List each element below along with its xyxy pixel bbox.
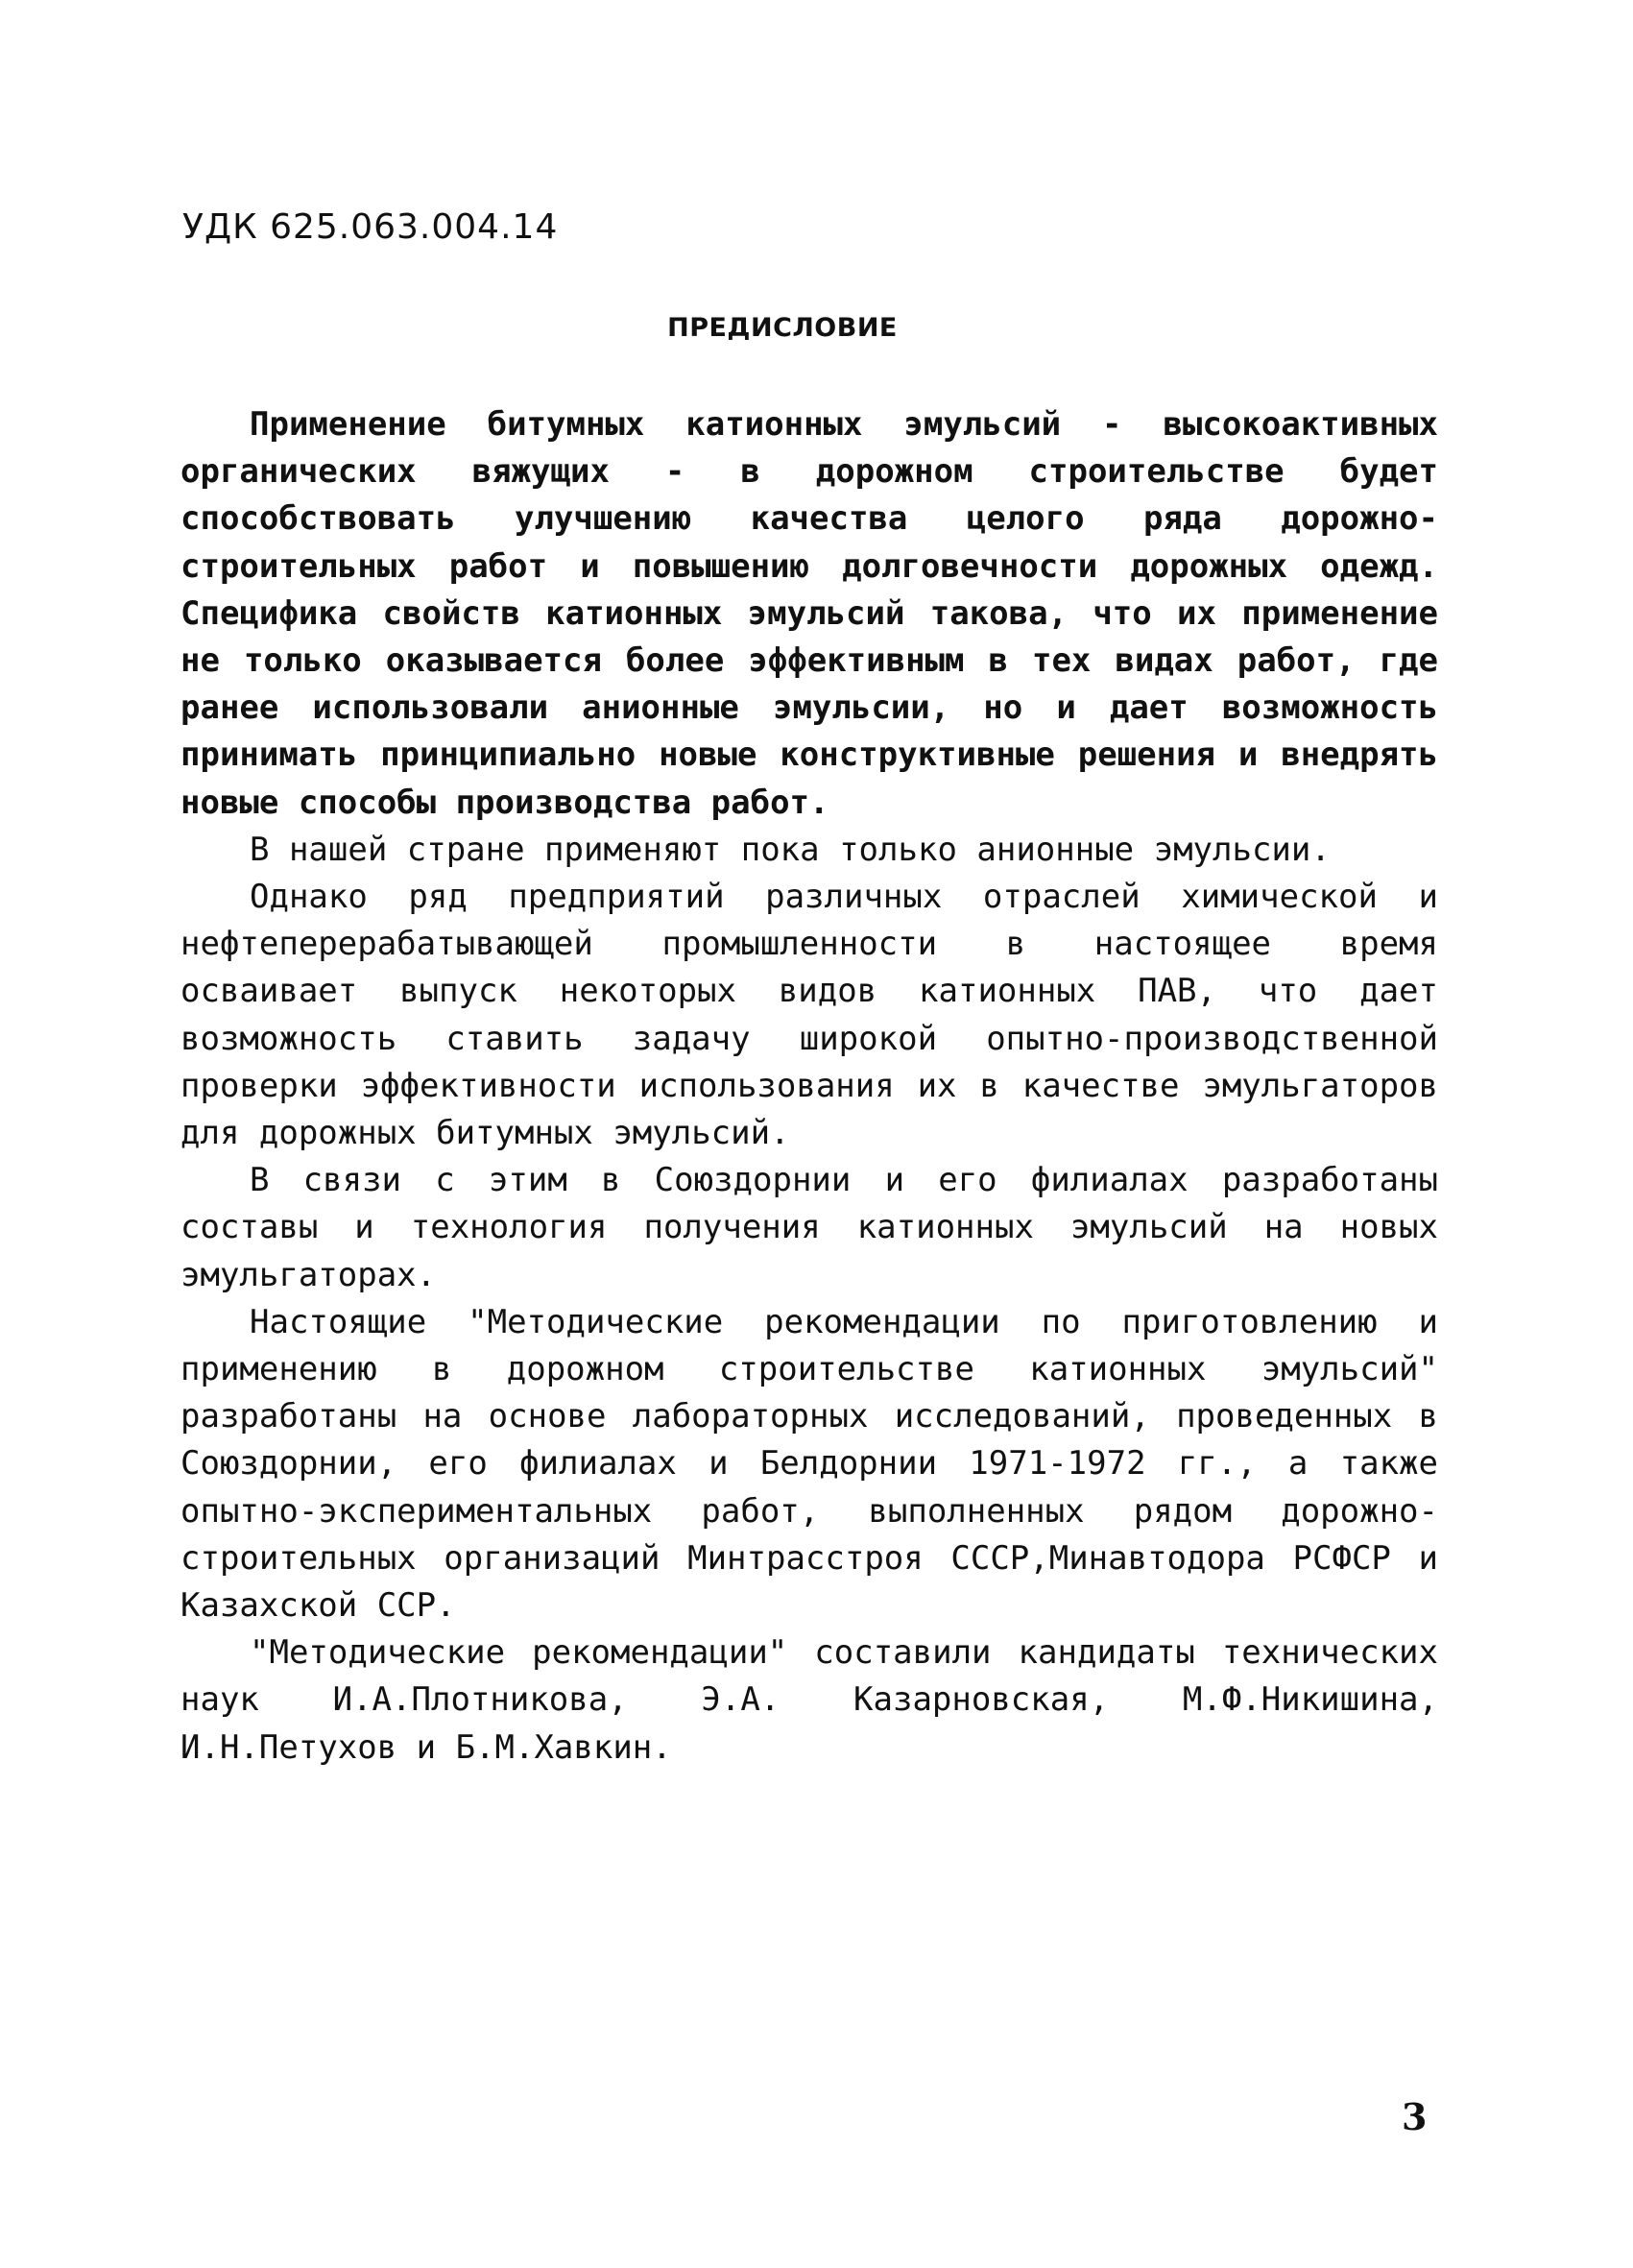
udk-code: УДК 625.063.004.14 <box>182 207 559 247</box>
paragraph-6: "Методические рекомендации" составили кандидаты технических наук И.А.Плотникова, Э.А. Казарновская, М.Ф.Никишина, И.Н.Петухов и Б.М.Хавкин. <box>180 1633 1438 1767</box>
paragraph-1: Применение битумных катионных эмульсий - высокоактивных органических вяжущих - в дорожном строительстве будет способствовать улучшению качества целого ряда дорожно-строительных работ и повышению долговечности дорожных одежд. Специфика свойств катионных эмульсий такова, что их применение не только оказывается более эффективным в тех видах работ, где ранее использовали анионные эмульсии, но и дает возможность принимать принципиально новые конструктивные решения и внедрять новые способы производства работ. <box>180 405 1438 822</box>
page-title: ПРЕДИСЛОВИЕ <box>667 313 898 343</box>
paragraph-5: Настоящие "Методические рекомендации по приготовлению и применению в дорожном строительстве катионных эмульсий" разработаны на основе лабораторных исследований, проведенных в Союздорнии, его филиалах и Белдорнии 1971-1972 гг., а также опытно-экспериментальных работ, выполненных рядом дорожно-строительных организаций Минтрасстроя СССР,Минавтодора РСФСР и Казахской ССР. <box>180 1302 1438 1626</box>
paragraph-2: В нашей стране применяют пока только анионные эмульсии. <box>250 830 1331 869</box>
paragraph-3: Однако ряд предприятий различных отраслей химической и нефтеперерабатывающей промышленности в настоящее время осваивает выпуск некоторых видов катионных ПАВ, что дает возможность ставить задачу широкой опытно-производственной проверки эффективности использования их в качестве эмульгаторов для дорожных битумных эмульсий. <box>180 878 1438 1153</box>
preface-body <box>180 401 1438 1772</box>
page-number: 3 <box>1402 2095 1428 2138</box>
paragraph-4: В связи с этим в Союздорнии и его филиалах разработаны составы и технология получения катионных эмульсий на новых эмульгаторах. <box>180 1161 1438 1294</box>
